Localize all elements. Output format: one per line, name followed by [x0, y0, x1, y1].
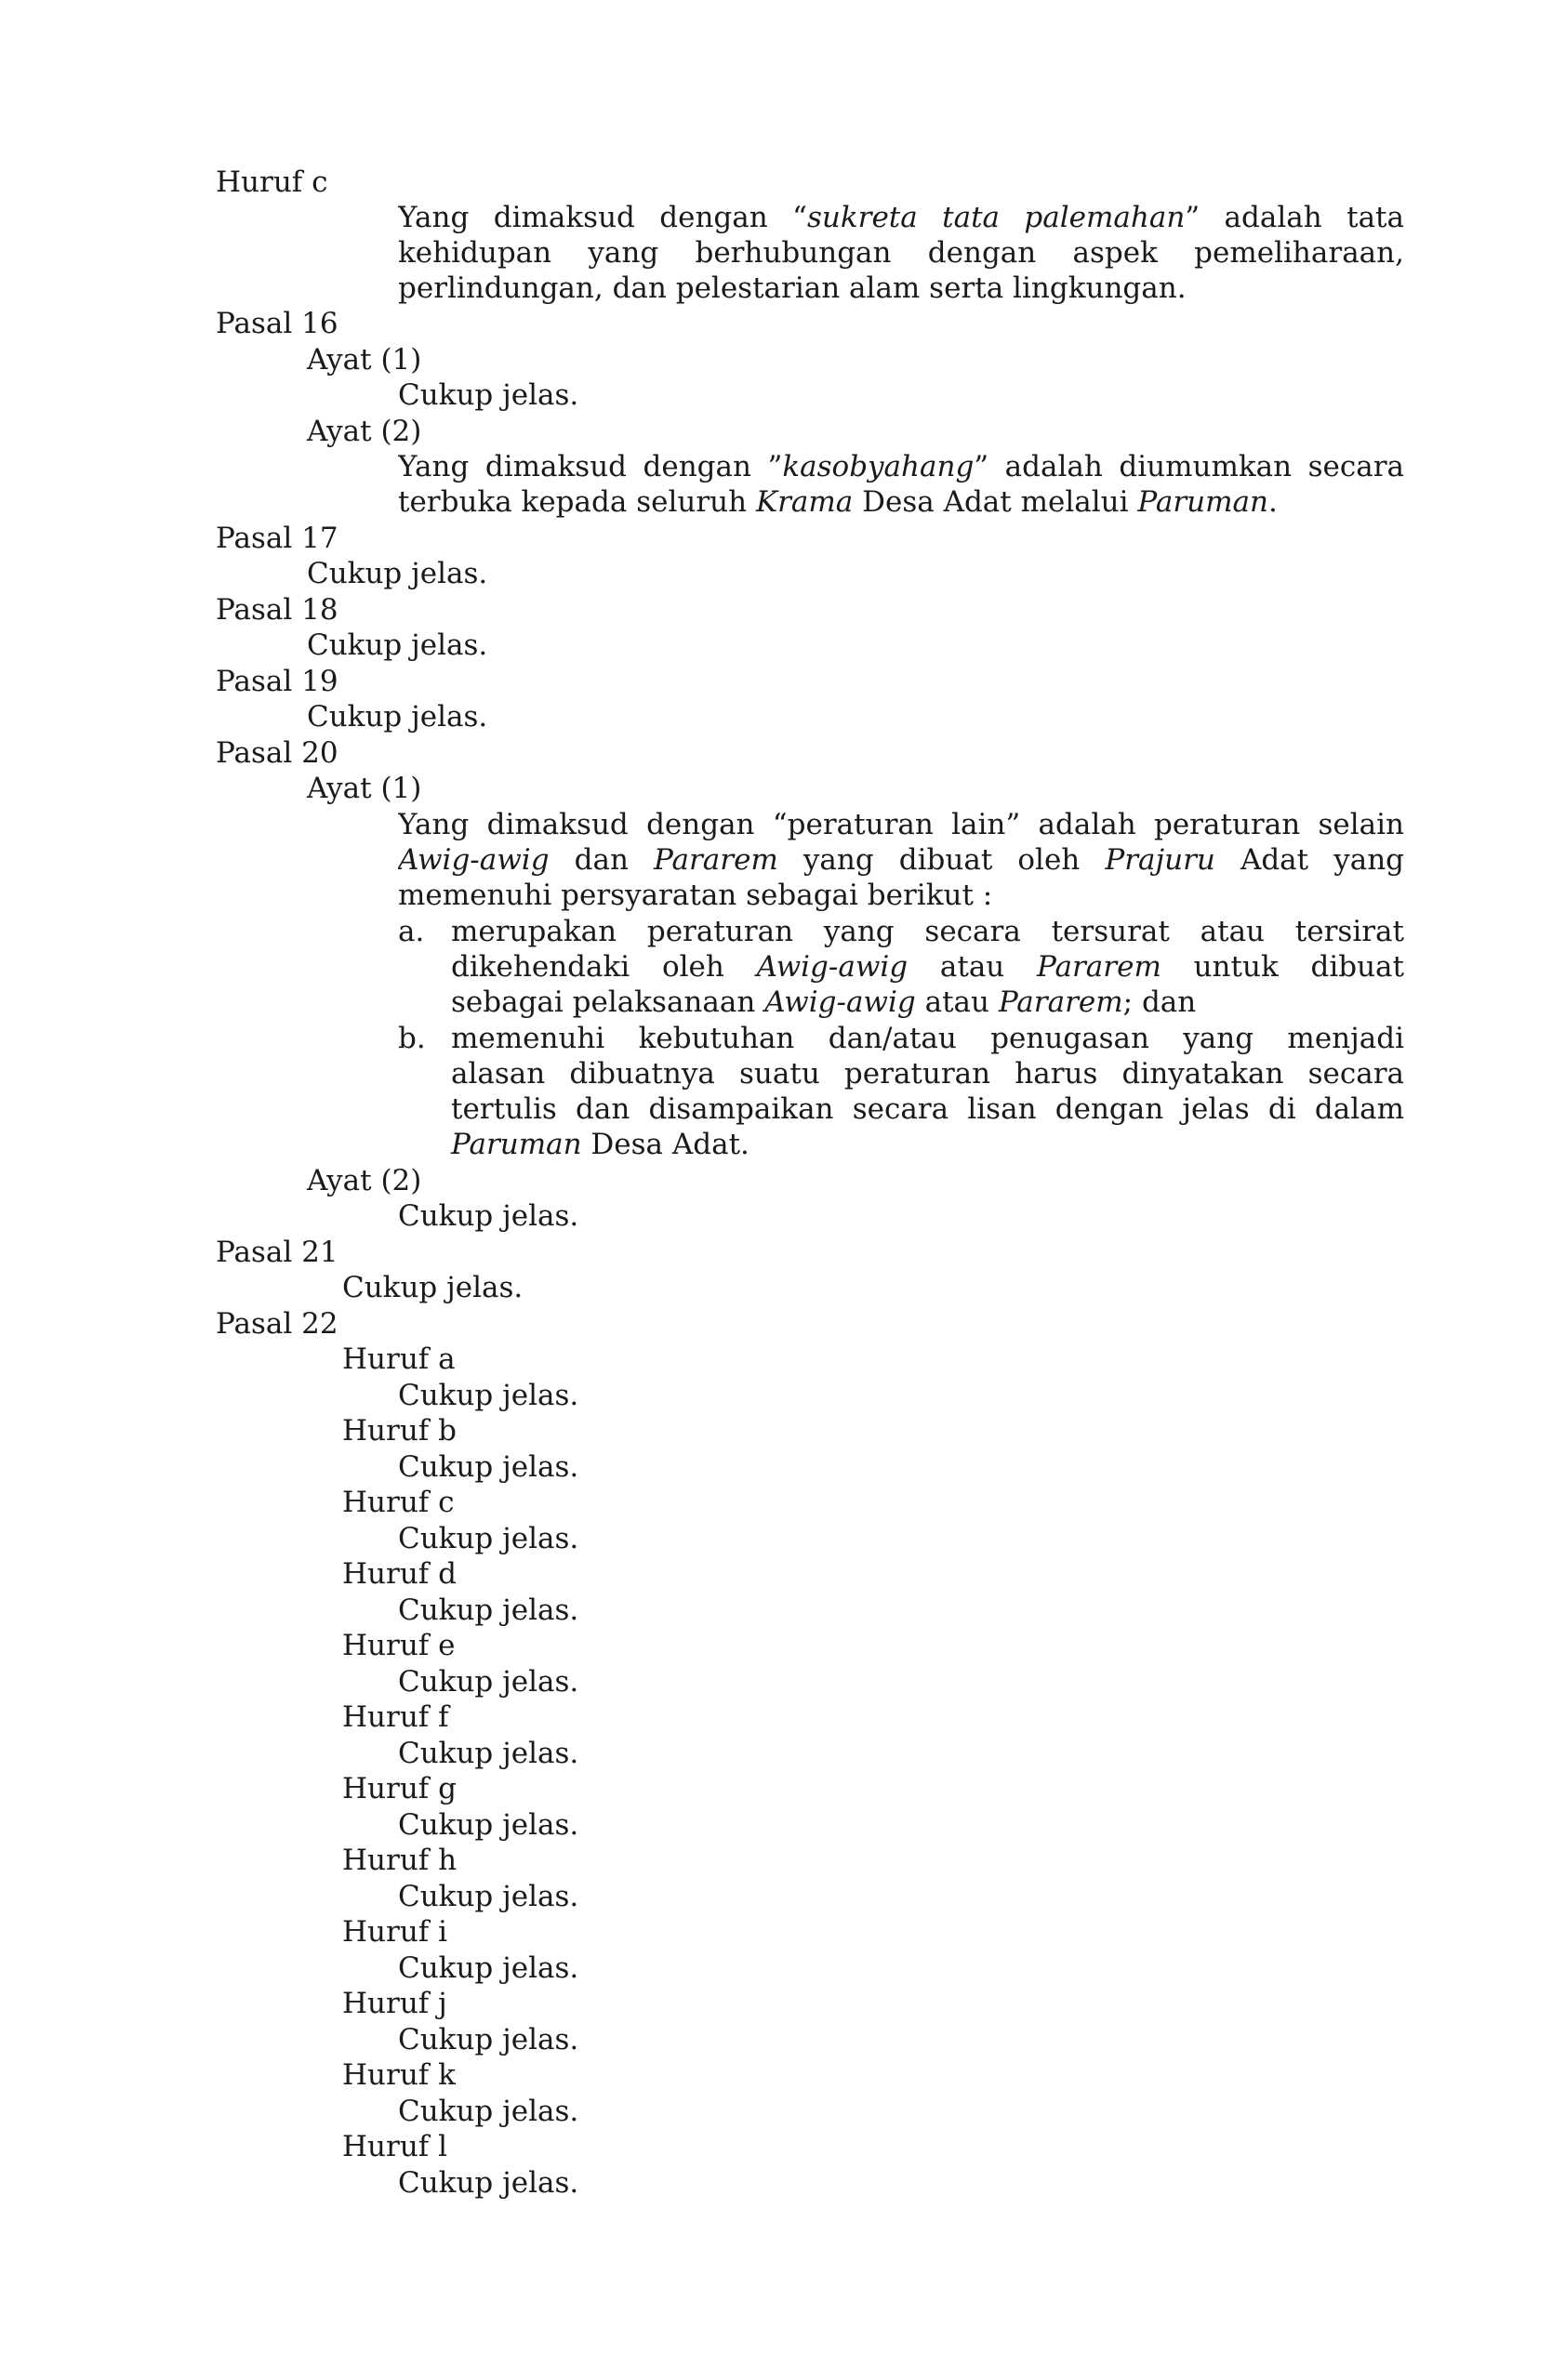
clause-heading: Ayat (1): [307, 772, 422, 805]
article-heading: Pasal 17: [216, 522, 338, 555]
paragraph-line: [398, 449, 1404, 484]
paragraph-line: Cukup jelas.: [398, 1593, 579, 1627]
article-heading: Pasal 16: [216, 307, 338, 340]
text-run: Desa Adat.: [581, 1128, 749, 1161]
item-heading: Huruf l: [342, 2130, 448, 2163]
text-run: ; dan: [1122, 985, 1197, 1019]
item-heading: Huruf d: [342, 1557, 457, 1591]
text-run: Yang dimaksud dengan ”: [398, 450, 783, 483]
clause-heading: Ayat (1): [307, 343, 422, 377]
text-run: memenuhi kebutuhan dan/atau penugasan yang menjadi: [451, 1022, 1404, 1055]
clause-heading: Ayat (2): [307, 1164, 422, 1197]
paragraph-line: Cukup jelas.: [398, 1379, 579, 1412]
text-run: atau: [915, 985, 999, 1019]
list-marker: a.: [398, 915, 425, 948]
paragraph-line: Cukup jelas.: [307, 700, 488, 734]
italic-term: Pararem: [654, 843, 778, 877]
item-heading: Huruf c: [216, 165, 328, 199]
clause-heading: Ayat (2): [307, 415, 422, 448]
article-heading: Pasal 21: [216, 1236, 338, 1269]
italic-term: Awig-awig: [398, 843, 550, 877]
paragraph-line: Cukup jelas.: [398, 1808, 579, 1842]
list-item-line: [451, 1127, 749, 1162]
paragraph-line: [398, 807, 1404, 842]
italic-term: kasobyahang: [782, 450, 975, 483]
text-run: tertulis dan disampaikan secara lisan dengan jelas di dalam: [451, 1092, 1404, 1126]
text-run: terbuka kepada seluruh: [398, 485, 756, 519]
paragraph-line: Cukup jelas.: [342, 1271, 524, 1304]
paragraph-line: Cukup jelas.: [307, 557, 488, 590]
italic-term: Paruman: [1137, 485, 1268, 519]
item-heading: Huruf c: [342, 1486, 455, 1519]
list-marker: b.: [398, 1022, 426, 1055]
paragraph-line: [398, 878, 992, 913]
text-run: untuk dibuat: [1161, 950, 1404, 984]
text-run: alasan dibuatnya suatu peraturan harus dinyatakan secara: [451, 1057, 1404, 1091]
list-item-line: [451, 1091, 1404, 1127]
item-heading: Huruf e: [342, 1629, 456, 1662]
article-heading: Pasal 22: [216, 1307, 338, 1341]
paragraph-line: Cukup jelas.: [398, 378, 579, 412]
paragraph-line: Cukup jelas.: [398, 2095, 579, 2128]
text-run: merupakan peraturan yang secara tersurat atau tersirat: [451, 915, 1404, 948]
italic-term: Krama: [755, 485, 854, 519]
paragraph-line: [398, 842, 1404, 878]
item-heading: Huruf k: [342, 2058, 456, 2092]
text-run: memenuhi persyaratan sebagai berikut :: [398, 879, 993, 912]
paragraph-line: Cukup jelas.: [398, 1880, 579, 1913]
italic-term: Pararem: [998, 985, 1123, 1019]
italic-term: Awig-awig: [756, 950, 909, 984]
article-heading: Pasal 19: [216, 665, 338, 698]
list-item-line: [451, 1056, 1404, 1091]
item-heading: Huruf j: [342, 1987, 447, 2020]
text-run: Adat yang: [1214, 843, 1404, 877]
italic-term: Prajuru: [1105, 843, 1215, 877]
list-item-line: [451, 949, 1404, 985]
italic-term: Pararem: [1037, 950, 1161, 984]
paragraph-line: Cukup jelas.: [398, 1737, 579, 1770]
paragraph-line: Cukup jelas.: [398, 2023, 579, 2056]
paragraph-line: [398, 271, 1187, 306]
italic-term: sukreta tata palemahan: [806, 201, 1186, 234]
text-run: atau: [908, 950, 1038, 984]
list-item-line: [451, 1021, 1404, 1056]
item-heading: Huruf h: [342, 1844, 458, 1877]
item-heading: Huruf g: [342, 1772, 457, 1805]
text-run: Yang dimaksud dengan “: [398, 201, 807, 234]
text-run: .: [1267, 485, 1278, 519]
item-heading: Huruf i: [342, 1915, 448, 1949]
article-heading: Pasal 20: [216, 736, 338, 770]
text-run: perlindungan, dan pelestarian alam serta lingkungan.: [398, 271, 1187, 305]
list-item-line: [451, 914, 1404, 949]
italic-term: Awig-awig: [764, 985, 916, 1019]
list-item-line: [451, 985, 1196, 1020]
paragraph-line: [398, 200, 1404, 235]
paragraph-line: Cukup jelas.: [307, 628, 488, 662]
item-heading: Huruf a: [342, 1342, 456, 1376]
article-heading: Pasal 18: [216, 593, 338, 627]
text-run: Desa Adat melalui: [853, 485, 1138, 519]
text-run: dikehendaki oleh: [451, 950, 757, 984]
text-run: dan: [549, 843, 654, 877]
paragraph-line: Cukup jelas.: [398, 1951, 579, 1985]
text-run: ” adalah tata: [1185, 201, 1404, 234]
text-run: sebagai pelaksanaan: [451, 985, 765, 1019]
text-run: kehidupan yang berhubungan dengan aspek pemeliharaan,: [398, 236, 1404, 270]
paragraph-line: Cukup jelas.: [398, 1522, 579, 1555]
italic-term: Paruman: [451, 1128, 582, 1161]
text-run: ” adalah diumumkan secara: [974, 450, 1404, 483]
paragraph-line: [398, 484, 1278, 520]
paragraph-line: Cukup jelas.: [398, 2166, 579, 2200]
paragraph-line: Cukup jelas.: [398, 1199, 579, 1233]
text-run: Yang dimaksud dengan “peraturan lain” adalah peraturan selain: [398, 808, 1404, 841]
paragraph-line: Cukup jelas.: [398, 1665, 579, 1699]
text-run: yang dibuat oleh: [777, 843, 1106, 877]
item-heading: Huruf f: [342, 1700, 449, 1734]
paragraph-line: [398, 235, 1404, 271]
item-heading: Huruf b: [342, 1414, 457, 1448]
paragraph-line: Cukup jelas.: [398, 1450, 579, 1484]
